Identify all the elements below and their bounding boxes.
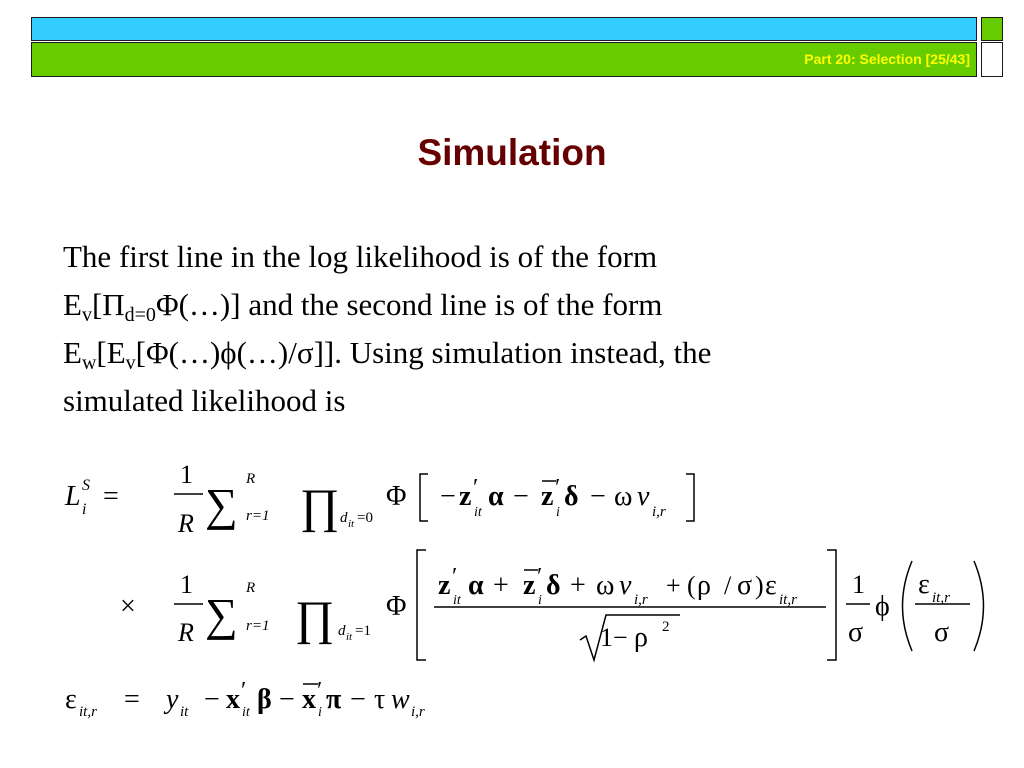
svg-text:1−: 1−	[600, 623, 628, 652]
svg-text:ρ: ρ	[634, 622, 648, 653]
svg-text:it: it	[242, 705, 250, 720]
svg-text:R: R	[178, 509, 194, 538]
svg-text:S: S	[82, 477, 90, 494]
svg-text:σ: σ	[737, 570, 753, 601]
svg-text:′: ′	[473, 475, 479, 501]
svg-text:(: (	[687, 571, 696, 600]
svg-text:∑: ∑	[205, 479, 238, 530]
svg-text:z: z	[523, 570, 536, 601]
body-line-4: simulated likelihood is	[63, 383, 346, 418]
svg-text:−: −	[590, 481, 606, 512]
svg-text:R: R	[178, 618, 194, 647]
svg-text:r=1: r=1	[246, 508, 270, 524]
svg-text:∏: ∏	[300, 480, 340, 533]
svg-text:ε: ε	[65, 684, 77, 715]
svg-text:2: 2	[662, 619, 670, 635]
svg-text:Φ: Φ	[386, 481, 407, 512]
svg-text:ε: ε	[765, 570, 777, 601]
svg-text:ω: ω	[596, 570, 615, 601]
svg-text:′: ′	[241, 678, 247, 704]
svg-text:x: x	[302, 684, 316, 715]
svg-text:′: ′	[555, 475, 561, 501]
svg-text:′: ′	[317, 678, 323, 704]
svg-text:v: v	[637, 481, 650, 512]
svg-text:′: ′	[537, 564, 543, 590]
svg-text:α: α	[468, 570, 484, 601]
svg-text:i,r: i,r	[411, 704, 425, 720]
svg-text:1: 1	[180, 460, 193, 489]
equation-line-1	[64, 460, 694, 538]
svg-text:=: =	[124, 684, 140, 715]
part-label: Part 20: Selection [25/43]	[804, 51, 970, 67]
svg-text:τ: τ	[374, 684, 386, 715]
svg-text:it,r: it,r	[932, 590, 950, 606]
svg-text:ρ: ρ	[697, 570, 711, 601]
svg-text:π: π	[326, 684, 342, 715]
svg-text:it: it	[180, 704, 189, 720]
svg-text:∑: ∑	[205, 589, 238, 640]
svg-text:it,r: it,r	[779, 592, 797, 608]
svg-text:it,r: it,r	[79, 704, 97, 720]
svg-text:=0: =0	[357, 510, 373, 526]
svg-text:−: −	[440, 481, 456, 512]
svg-text:it: it	[474, 505, 482, 520]
svg-text:z: z	[541, 481, 554, 512]
svg-text:it: it	[348, 518, 355, 530]
svg-text:α: α	[488, 481, 504, 512]
svg-text:σ: σ	[848, 617, 864, 648]
slide-title: Simulation	[417, 132, 607, 173]
svg-text:Φ: Φ	[386, 591, 407, 622]
svg-text:∏: ∏	[295, 592, 335, 645]
svg-text:ϕ: ϕ	[875, 591, 890, 622]
svg-text:δ: δ	[546, 570, 561, 601]
svg-text:i: i	[318, 705, 322, 720]
svg-text:+: +	[666, 571, 681, 600]
svg-text:w: w	[391, 684, 410, 715]
svg-text:R: R	[246, 471, 256, 487]
equation-line-2	[120, 550, 984, 660]
svg-text:): )	[755, 571, 764, 600]
svg-text:it: it	[346, 631, 353, 643]
svg-text:/: /	[724, 571, 732, 600]
svg-text:y: y	[166, 684, 179, 715]
svg-text:−: −	[204, 684, 220, 715]
svg-text:i,r: i,r	[652, 504, 666, 520]
svg-text:1: 1	[852, 570, 865, 599]
svg-text:′: ′	[452, 564, 458, 590]
svg-text:×: ×	[120, 591, 136, 622]
svg-text:=: =	[103, 481, 119, 512]
body-line-2: $E_v[\Pi_{d=0}\Phi(\dots)]$ and the second line is of the form	[63, 287, 663, 326]
svg-text:r=1: r=1	[246, 618, 270, 634]
svg-text:z: z	[438, 570, 451, 601]
svg-text:z: z	[459, 481, 472, 512]
body-line-3: $E_w[E_v[\Phi(\dots)\phi(\dots)/\sigma]]$. Using simulation instead, the	[63, 335, 712, 374]
svg-text:=1: =1	[355, 623, 371, 639]
svg-text:it: it	[453, 593, 461, 608]
svg-text:R: R	[246, 580, 256, 596]
svg-text:d: d	[338, 623, 346, 639]
svg-text:ω: ω	[614, 481, 633, 512]
body-line-1: The first line in the log likelihood is of the form	[63, 239, 658, 274]
svg-text:+: +	[570, 570, 586, 601]
svg-text:v: v	[619, 570, 632, 601]
svg-text:−: −	[513, 481, 529, 512]
svg-text:L: L	[65, 481, 81, 512]
svg-text:i: i	[82, 501, 87, 518]
svg-text:+: +	[493, 570, 509, 601]
equation-line-3	[65, 678, 425, 720]
svg-text:d: d	[340, 510, 348, 526]
svg-text:δ: δ	[564, 481, 579, 512]
svg-text:i,r: i,r	[634, 592, 648, 608]
svg-text:β: β	[257, 684, 272, 715]
svg-text:i: i	[556, 505, 560, 520]
svg-text:x: x	[226, 684, 240, 715]
svg-text:i: i	[538, 593, 542, 608]
svg-text:−: −	[350, 684, 366, 715]
svg-text:ε: ε	[918, 569, 930, 600]
svg-text:1: 1	[180, 570, 193, 599]
svg-text:−: −	[279, 684, 295, 715]
svg-text:σ: σ	[934, 617, 950, 648]
